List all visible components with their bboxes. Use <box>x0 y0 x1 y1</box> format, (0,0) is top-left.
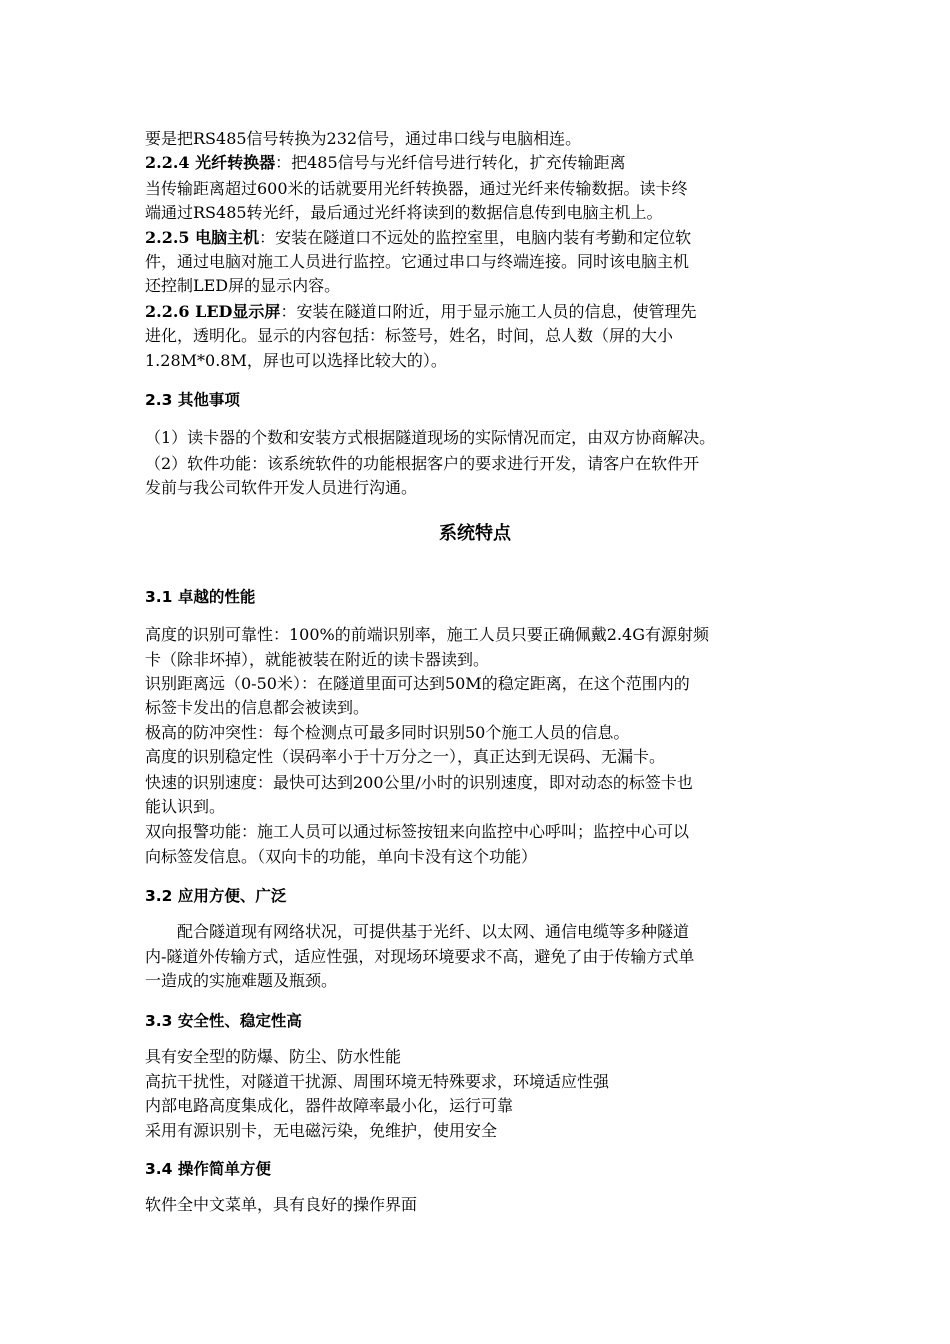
paragraph-line: 还控制LED屏的显示内容。 <box>145 276 341 295</box>
subsection-2-2-4-line <box>145 151 815 175</box>
paragraph-line: 内-隧道外传输方式，适应性强，对现场环境要求不高，避免了由于传输方式单 <box>145 947 695 966</box>
section-heading-3-2: 3.2 应用方便、广泛 <box>145 887 287 905</box>
paragraph-line: 1.28M*0.8M，屏也可以选择比较大的）。 <box>145 351 447 370</box>
paragraph-line: 双向报警功能：施工人员可以通过标签按钮来向监控中心呼叫；监控中心可以 <box>145 822 690 841</box>
paragraph-line: 当传输距离超过600米的话就要用光纤转换器，通过光纤来传输数据。读卡终 <box>145 179 688 198</box>
subsection-heading: 电脑主机 <box>195 228 260 247</box>
paragraph-line: 卡（除非坏掉），就能被装在附近的读卡器读到。 <box>145 650 490 669</box>
subsection-number: 2.2.5 <box>145 228 196 247</box>
chapter-title: 系统特点 <box>439 523 511 544</box>
paragraph-text: ：安装在隧道口附近，用于显示施工人员的信息，使管理先 <box>280 302 697 321</box>
paragraph-line: 识别距离远（0-50米）：在隧道里面可达到50M的稳定距离，在这个范围内的 <box>145 674 690 693</box>
paragraph-line: 标签卡发出的信息都会被读到。 <box>145 698 370 717</box>
subsection-number: 2.2.4 <box>145 153 196 172</box>
paragraph-line: 向标签发信息。（双向卡的功能，单向卡没有这个功能） <box>145 847 538 866</box>
subsection-number: 2.2.6 <box>145 302 196 321</box>
paragraph-line: 具有安全型的防爆、防尘、防水性能 <box>145 1047 402 1066</box>
subsection-2-2-5-line <box>145 226 815 250</box>
subsection-2-2-6-line <box>145 300 815 324</box>
paragraph-line: 发前与我公司软件开发人员进行沟通。 <box>145 478 418 497</box>
paragraph-line: 一造成的实施难题及瓶颈。 <box>145 971 338 990</box>
section-heading-3-3: 3.3 安全性、稳定性高 <box>145 1012 302 1030</box>
section-heading-2-3: 2.3 其他事项 <box>145 391 240 409</box>
paragraph-line: （2）软件功能：该系统软件的功能根据客户的要求进行开发，请客户在软件开 <box>145 454 700 473</box>
paragraph-line: 能认识到。 <box>145 797 226 816</box>
paragraph-line: 高度的识别可靠性：100%的前端识别率，施工人员只要正确佩戴2.4G有源射频 <box>145 625 709 644</box>
paragraph-line: 进化，透明化。显示的内容包括：标签号，姓名，时间，总人数（屏的大小 <box>145 326 674 345</box>
paragraph-line: 快速的识别速度：最快可达到200公里/小时的识别速度，即对动态的标签卡也 <box>145 773 693 792</box>
paragraph-line: 内部电路高度集成化，器件故障率最小化，运行可靠 <box>145 1096 514 1115</box>
paragraph-line: 要是把RS485信号转换为232信号，通过串口线与电脑相连。 <box>145 129 582 148</box>
section-heading-3-1: 3.1 卓越的性能 <box>145 588 256 606</box>
paragraph-line: 采用有源识别卡，无电磁污染，免维护，使用安全 <box>145 1121 498 1140</box>
paragraph-line: 端通过RS485转光纤，最后通过光纤将读到的数据信息传到电脑主机上。 <box>145 203 663 222</box>
paragraph-line: 高度的识别稳定性（误码率小于十万分之一），真正达到无误码、无漏卡。 <box>145 747 666 766</box>
paragraph-line: 高抗干扰性，对隧道干扰源、周围环境无特殊要求，环境适应性强 <box>145 1072 610 1091</box>
paragraph-line: 配合隧道现有网络状况，可提供基于光纤、以太网、通信电缆等多种隧道 <box>145 922 690 941</box>
subsection-heading: LED显示屏 <box>195 302 281 321</box>
paragraph-line: 极高的防冲突性：每个检测点可最多同时识别50个施工人员的信息。 <box>145 723 630 742</box>
paragraph-line: 软件全中文菜单，具有良好的操作界面 <box>145 1195 418 1214</box>
paragraph-line: （1）读卡器的个数和安装方式根据隧道现场的实际情况而定，由双方协商解决。 <box>145 428 716 447</box>
paragraph-line: 件，通过电脑对施工人员进行监控。它通过串口与终端连接。同时该电脑主机 <box>145 252 690 271</box>
section-heading-3-4: 3.4 操作简单方便 <box>145 1160 271 1178</box>
subsection-heading: 光纤转换器 <box>195 153 276 172</box>
paragraph-text: ：安装在隧道口不远处的监控室里，电脑内装有考勤和定位软 <box>259 228 692 247</box>
paragraph-text: ：把485信号与光纤信号进行转化，扩充传输距离 <box>275 153 626 172</box>
